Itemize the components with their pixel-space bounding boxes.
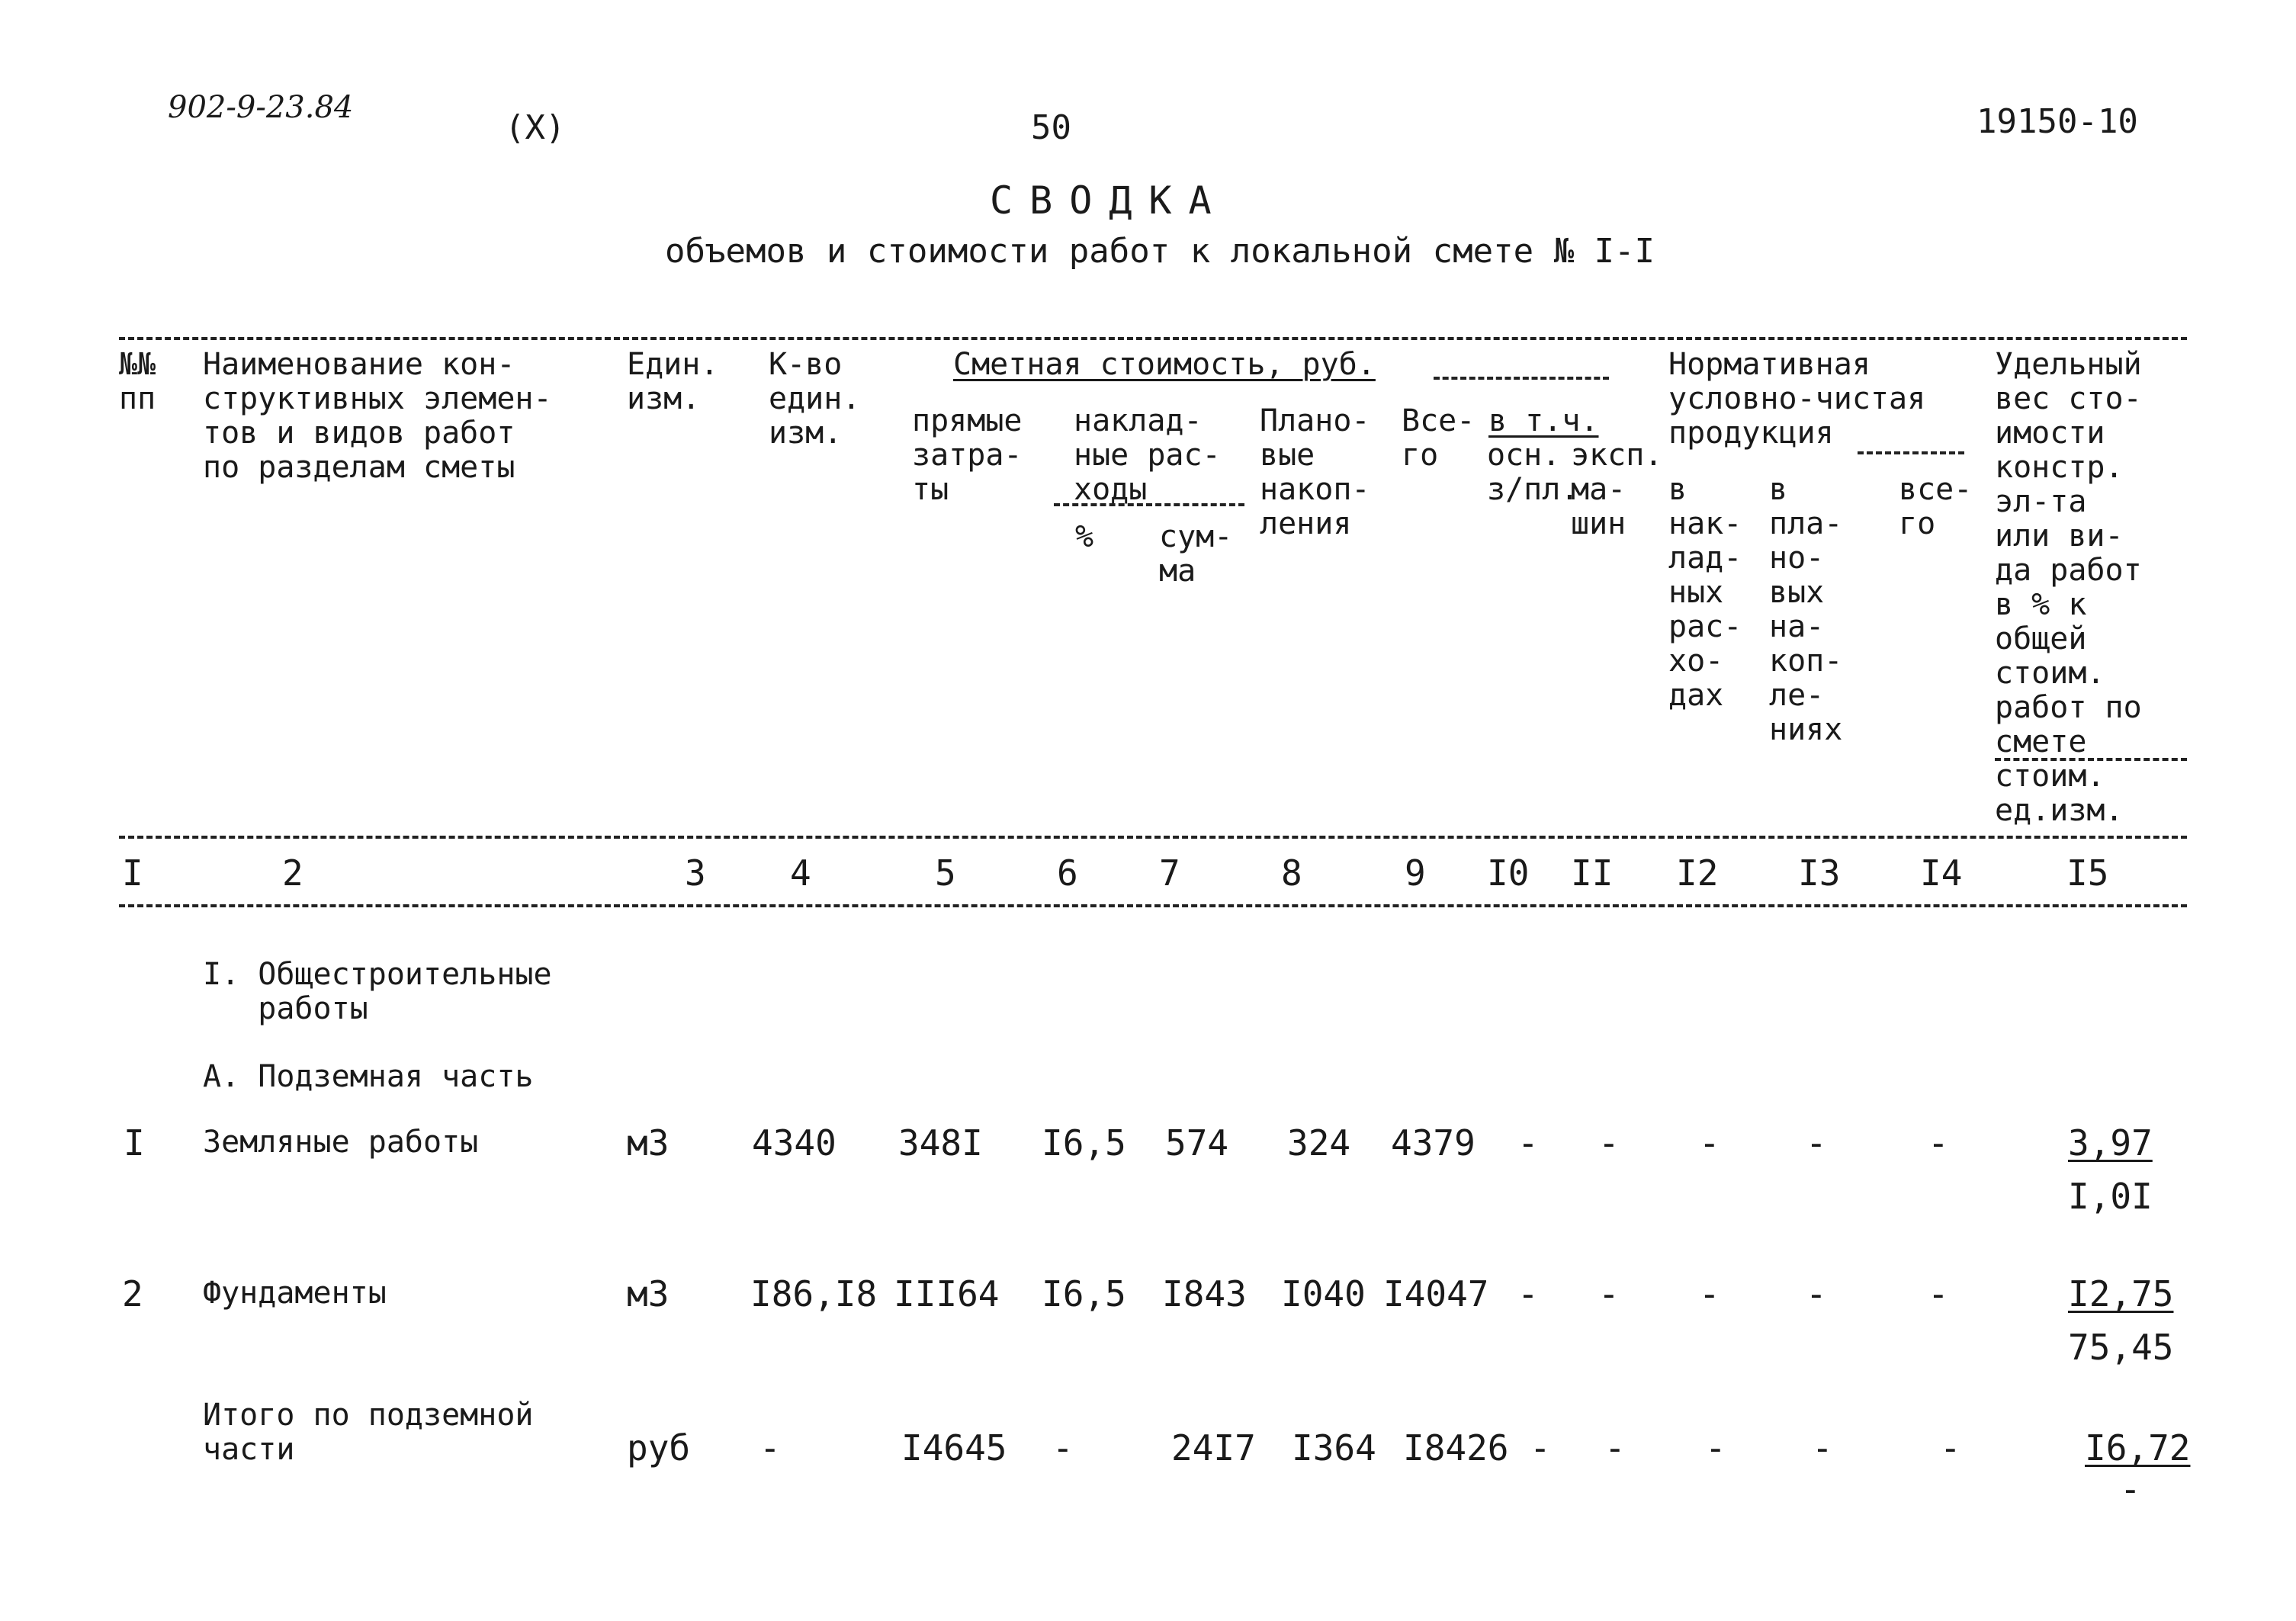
column-number: I0	[1487, 852, 1530, 894]
row-quantity: I86,I8	[750, 1273, 878, 1314]
page-number: 50	[1031, 108, 1071, 147]
row-unit: руб	[627, 1427, 691, 1469]
header-col-overhead-group: наклад- ные рас- ходы	[1074, 403, 1221, 507]
row-unit-cost: -	[2120, 1469, 2141, 1510]
row-planned-savings: I040	[1281, 1273, 1366, 1314]
row-weight-pct: 3,97	[2068, 1122, 2153, 1164]
column-number: II	[1571, 852, 1614, 894]
row-base-wage: -	[1517, 1122, 1539, 1164]
row-unit: м3	[627, 1273, 670, 1314]
column-number: 9	[1405, 852, 1426, 894]
header-group-cost-rule	[1434, 377, 1609, 380]
row-overhead-sum: 24I7	[1171, 1427, 1256, 1469]
header-col-planned-savings: Плано- вые накоп- ления	[1260, 403, 1370, 541]
row-number: I	[124, 1122, 145, 1164]
header-group-normative: Нормативная условно-чистая продукция	[1668, 347, 1926, 451]
header-bottom-rule	[119, 836, 2187, 839]
row-overhead-sum: 574	[1165, 1122, 1229, 1164]
row-weight-pct: I6,72	[2085, 1427, 2191, 1469]
row-unit-cost: 75,45	[2068, 1327, 2174, 1368]
column-numbers-rule	[119, 904, 2187, 907]
header-col-norm-planned: в пла- но- вых на- коп- ле- ниях	[1769, 472, 1843, 747]
header-col-unit-cost: стоим. ед.изм.	[1995, 759, 2124, 828]
row-overhead-pct: I6,5	[1042, 1122, 1126, 1164]
row-unit: м3	[627, 1122, 670, 1164]
document-code: 902-9-23.84	[168, 90, 354, 125]
header-col-norm-total: все- го	[1899, 472, 1973, 541]
header-col-name: Наименование кон- структивных элемен- тов и видов работ по разделам сметы	[203, 347, 552, 485]
row-norm-total: -	[1940, 1427, 1961, 1469]
row-direct-costs: III64	[894, 1273, 1000, 1314]
row-name: Итого по подземной части	[203, 1398, 534, 1467]
header-normative-rule	[1858, 451, 1964, 454]
row-base-wage: -	[1517, 1273, 1539, 1314]
row-norm-total: -	[1928, 1273, 1949, 1314]
row-number: 2	[122, 1273, 143, 1314]
column-number: 6	[1057, 852, 1078, 894]
header-col-direct-costs: прямые затра- ты	[912, 403, 1023, 507]
header-col-overhead-pct: %	[1075, 519, 1094, 554]
row-norm-planned: -	[1806, 1273, 1827, 1314]
header-col-total: Все- го	[1402, 403, 1476, 473]
row-norm-overhead: -	[1699, 1122, 1720, 1164]
column-number: I4	[1920, 852, 1963, 894]
section-heading: I. Общестроительные работы	[203, 957, 552, 1026]
column-number: 4	[790, 852, 811, 894]
header-col-specific-weight: Удельный вес сто- имости констр. эл-та или ви- да работ в % к общей стоим. работ по смете	[1995, 347, 2142, 759]
row-overhead-pct: I6,5	[1042, 1273, 1126, 1314]
row-direct-costs: I4645	[901, 1427, 1007, 1469]
row-name: Земляные работы	[203, 1125, 479, 1160]
row-direct-costs: 348I	[898, 1122, 983, 1164]
column-number: 3	[685, 852, 706, 894]
row-total: I8426	[1403, 1427, 1509, 1469]
row-planned-savings: I364	[1292, 1427, 1376, 1469]
page-title: СВОДКА	[990, 178, 1228, 223]
row-weight-pct: I2,75	[2068, 1273, 2174, 1314]
header-top-rule	[119, 337, 2187, 340]
header-col-overhead-sum: сум- ма	[1159, 519, 1233, 589]
column-number: I3	[1798, 852, 1841, 894]
header-col-incl-group: в т.ч.	[1488, 403, 1599, 438]
row-norm-overhead: -	[1705, 1427, 1726, 1469]
column-number: 7	[1159, 852, 1180, 894]
column-number: 8	[1281, 852, 1302, 894]
row-machines: -	[1604, 1427, 1626, 1469]
row-norm-total: -	[1928, 1122, 1949, 1164]
row-total: I4047	[1383, 1273, 1489, 1314]
row-quantity: -	[759, 1427, 781, 1469]
row-machines: -	[1598, 1122, 1620, 1164]
inventory-number: 19150-10	[1976, 102, 2138, 141]
header-col-quantity: К-во един. изм.	[769, 347, 861, 451]
column-number: I5	[2066, 852, 2109, 894]
column-number: I	[122, 852, 143, 894]
row-overhead-sum: I843	[1162, 1273, 1247, 1314]
row-base-wage: -	[1530, 1427, 1551, 1469]
row-planned-savings: 324	[1287, 1122, 1351, 1164]
roman-marker: (X)	[505, 108, 566, 147]
row-unit-cost: I,0I	[2068, 1176, 2153, 1217]
column-number: 2	[282, 852, 303, 894]
header-col-machines: эксп. ма- шин	[1571, 438, 1663, 541]
row-norm-planned: -	[1812, 1427, 1833, 1469]
header-col-base-wage: осн. з/пл.	[1487, 438, 1579, 507]
header-group-cost: Сметная стоимость, руб.	[953, 347, 1376, 382]
column-number: 5	[935, 852, 956, 894]
column-number: I2	[1676, 852, 1719, 894]
row-machines: -	[1598, 1273, 1620, 1314]
subsection-heading: А. Подземная часть	[203, 1059, 534, 1094]
row-quantity: 4340	[752, 1122, 837, 1164]
row-norm-planned: -	[1806, 1122, 1827, 1164]
header-overhead-rule	[1054, 503, 1244, 506]
header-col-number: №№ пп	[119, 347, 156, 416]
header-col-unit: Един. изм.	[627, 347, 719, 416]
row-total: 4379	[1391, 1122, 1476, 1164]
row-overhead-pct: -	[1052, 1427, 1074, 1469]
row-name: Фундаменты	[203, 1276, 387, 1311]
header-col-norm-overhead: в нак- лад- ных рас- хо- дах	[1668, 472, 1742, 713]
row-norm-overhead: -	[1699, 1273, 1720, 1314]
page-subtitle: объемов и стоимости работ к локальной смете № I-I	[665, 232, 1655, 271]
